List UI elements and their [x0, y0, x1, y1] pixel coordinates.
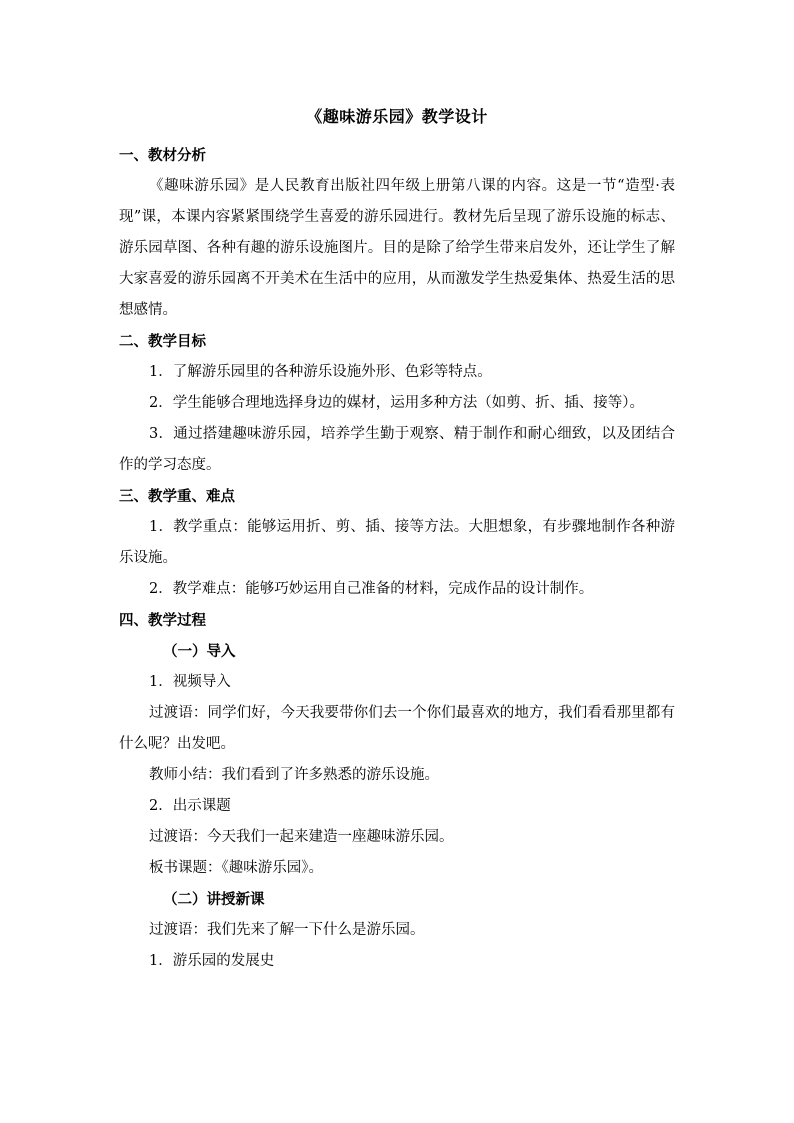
paragraph-key-point: 1．教学重点：能够运用折、剪、插、接等方法。大胆想象，有步骤地制作各种游乐设施。 — [119, 519, 675, 566]
paragraph-transition-1: 过渡语：同学们好，今天我要带你们去一个你们最喜欢的地方，我们看看那里都有什么呢？出发吧。 — [119, 705, 675, 752]
paragraph-board-title: 板书课题：《趣味游乐园》。 — [149, 860, 323, 876]
paragraph-transition-3: 过渡语：我们先来了解一下什么是游乐园。 — [149, 922, 425, 938]
paragraph-goal-3: 3．通过搭建趣味游乐园，培养学生勤于观察、精于制作和耐心细致，以及团结合作的学习态度。 — [119, 426, 675, 473]
section-heading-process: 四、教学过程 — [119, 612, 206, 629]
document-page — [119, 0, 675, 1123]
paragraph-show-topic: 2．出示课题 — [149, 798, 231, 814]
paragraph-video-intro: 1．视频导入 — [149, 674, 231, 690]
section-heading-goals: 二、教学目标 — [119, 333, 206, 350]
paragraph-history: 1．游乐园的发展史 — [149, 953, 275, 969]
paragraph-goal-1: 1．了解游乐园里的各种游乐设施外形、色彩等特点。 — [149, 364, 492, 380]
section-heading-analysis: 一、教材分析 — [119, 147, 206, 164]
document-title: 《趣味游乐园》教学设计 — [306, 107, 488, 126]
paragraph-goal-2: 2．学生能够合理地选择身边的媒材，运用多种方法（如剪、折、插、接等）。 — [149, 395, 644, 411]
paragraph-transition-2: 过渡语：今天我们一起来建造一座趣味游乐园。 — [149, 829, 454, 845]
document-body — [119, 140, 675, 977]
paragraph-teacher-summary: 教师小结：我们看到了许多熟悉的游乐设施。 — [149, 767, 439, 783]
subheading-new-lesson: （二）讲授新课 — [163, 891, 265, 908]
paragraph-difficulty: 2．教学难点：能够巧妙运用自己准备的材料，完成作品的设计制作。 — [149, 581, 594, 597]
subheading-introduction: （一）导入 — [163, 643, 236, 660]
section-heading-key-points: 三、教学重、难点 — [119, 488, 235, 505]
paragraph-analysis: 《趣味游乐园》是人民教育出版社四年级上册第八课的内容。这是一节“造型·表现”课，本课内容紧紧围绕学生喜爱的游乐园进行。教材先后呈现了游乐设施的标志、游乐园草图、各种有趣的游乐设施图片。目的是除了给学生带来启发外，还让学生了解大家喜爱的游乐园离不开美术在生活中的应用，从而激发学生热爱集体、热爱生活的思想感情。 — [119, 178, 675, 318]
